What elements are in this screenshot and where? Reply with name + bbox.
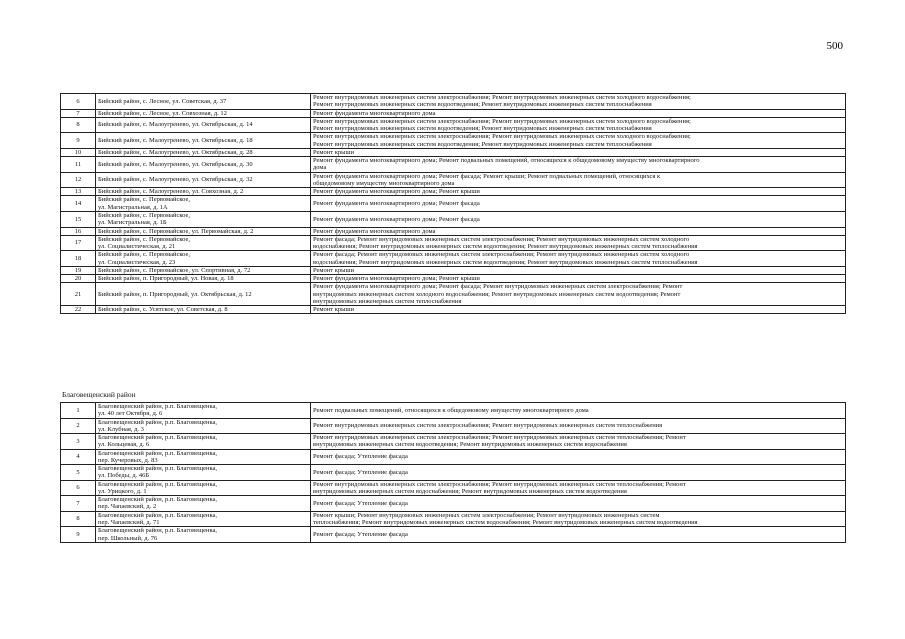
repair-works-cell bbox=[311, 211, 846, 227]
address-line: Бийский район, с. Первомайское, bbox=[98, 251, 191, 259]
repair-works-cell bbox=[311, 251, 846, 267]
address-line: Бийский район, п. Пригородный, ул. Октябрьская, д. 12 bbox=[98, 290, 252, 298]
address-line: Благовещенский район, р.п. Благовещенка, bbox=[98, 434, 218, 442]
address-line: Благовещенский район, р.п. Благовещенка, bbox=[98, 418, 218, 426]
repair-works-cell bbox=[311, 157, 846, 173]
repair-works-cell bbox=[311, 496, 846, 512]
table-row bbox=[61, 133, 846, 149]
table-row bbox=[61, 418, 846, 434]
address-cell bbox=[96, 133, 311, 149]
table-row bbox=[61, 94, 846, 110]
repair-works-cell bbox=[311, 306, 846, 314]
repair-works-line: Ремонт фасада; Ремонт внутридомовых инженерных систем электроснабжения; Ремонт внутридомовых инженерных систем холодного bbox=[313, 235, 690, 243]
address-line: Бийский район, с. Малоугренево, ул. Совхозная, д. 2 bbox=[98, 188, 244, 196]
address-cell bbox=[96, 235, 311, 251]
page-number: 500 bbox=[826, 40, 843, 52]
row-number-cell: 1 bbox=[61, 403, 96, 419]
repair-works-line: Ремонт внутридомовых инженерных систем водоотведения; Ремонт внутридомовых инженерных систем теплоснабжения bbox=[313, 125, 652, 133]
table-row bbox=[61, 109, 846, 117]
address-cell bbox=[96, 251, 311, 267]
address-line: Бийский район, с. Усятское, ул. Советская, д. 8 bbox=[98, 306, 228, 314]
table-row bbox=[61, 266, 846, 274]
address-cell bbox=[96, 266, 311, 274]
address-cell bbox=[96, 188, 311, 196]
address-line: пер. Чапаевский, д. 2 bbox=[98, 503, 157, 511]
repair-works-cell bbox=[311, 235, 846, 251]
address-line: Благовещенский район, р.п. Благовещенка, bbox=[98, 527, 218, 535]
address-cell bbox=[96, 480, 311, 496]
address-cell bbox=[96, 306, 311, 314]
table-row bbox=[61, 235, 846, 251]
repair-works-cell bbox=[311, 117, 846, 133]
repair-works-line: внутридомовых инженерных систем водоотведения; Ремонт внутридомовых инженерных систем водоснабжения bbox=[313, 441, 627, 449]
address-cell bbox=[96, 434, 311, 450]
address-cell bbox=[96, 449, 311, 465]
repair-works-cell bbox=[311, 449, 846, 465]
address-cell bbox=[96, 211, 311, 227]
address-cell bbox=[96, 148, 311, 156]
address-cell bbox=[96, 527, 311, 543]
repair-works-line: Ремонт внутридомовых инженерных систем электроснабжения; Ремонт внутридомовых инженерных систем холодного водоснабжения; bbox=[313, 94, 691, 101]
table-row bbox=[61, 188, 846, 196]
repair-works-line: Ремонт внутридомовых инженерных систем электроснабжения; Ремонт внутридомовых инженерных систем теплоснабжения; Ремонт bbox=[313, 480, 686, 488]
repair-works-line: общедомовому имуществу многоквартирного дома bbox=[313, 179, 455, 187]
address-line: ул. Клубная, д. 3 bbox=[98, 425, 144, 433]
repair-works-line: Ремонт внутридомовых инженерных систем электроснабжения; Ремонт внутридомовых инженерных систем теплоснабжения; Ремонт bbox=[313, 434, 686, 442]
row-number-cell: 3 bbox=[61, 434, 96, 450]
repair-works-line: Ремонт подвальных помещений, относящихся к общедомовому имуществу многоквартирного дома bbox=[313, 406, 589, 414]
repair-works-line: Ремонт фундамента многоквартирного дома; Ремонт крыши bbox=[313, 275, 480, 283]
repair-works-cell bbox=[311, 403, 846, 419]
address-line: Бийский район, с. Первомайское, bbox=[98, 211, 191, 219]
row-number-cell: 7 bbox=[61, 109, 96, 117]
table-row bbox=[61, 283, 846, 306]
blagoveshchensky-district-table bbox=[60, 402, 846, 543]
repair-works-line: Ремонт внутридомовых инженерных систем электроснабжения; Ремонт внутридомовых инженерных систем холодного водоснабжения; bbox=[313, 133, 691, 141]
address-line: Бийский район, с. Малоугренево, ул. Октябрьская, д. 28 bbox=[98, 148, 253, 156]
address-line: ул. Победы, д. 46Б bbox=[98, 472, 150, 480]
address-cell bbox=[96, 94, 311, 110]
table-row bbox=[61, 480, 846, 496]
repair-works-cell bbox=[311, 109, 846, 117]
address-line: ул. Кольцевая, д. 6 bbox=[98, 441, 150, 449]
address-line: Бийский район, с. Первомайское, bbox=[98, 235, 191, 243]
table-row bbox=[61, 251, 846, 267]
address-cell bbox=[96, 465, 311, 481]
row-number-cell: 20 bbox=[61, 275, 96, 283]
address-cell bbox=[96, 403, 311, 419]
row-number-cell: 17 bbox=[61, 235, 96, 251]
repair-works-cell bbox=[311, 172, 846, 188]
repair-works-cell bbox=[311, 94, 846, 110]
table-row bbox=[61, 465, 846, 481]
repair-works-line: Ремонт крыши; Ремонт внутридомовых инженерных систем электроснабжения; Ремонт внутридомовых инженерных систем bbox=[313, 511, 660, 519]
row-number-cell: 2 bbox=[61, 418, 96, 434]
address-cell bbox=[96, 109, 311, 117]
repair-works-cell bbox=[311, 480, 846, 496]
table-row bbox=[61, 211, 846, 227]
repair-works-cell bbox=[311, 511, 846, 527]
repair-works-cell bbox=[311, 465, 846, 481]
address-line: Бийский район, с. Лесное, ул. Советская, д. 37 bbox=[98, 97, 227, 105]
table-row bbox=[61, 527, 846, 543]
address-cell bbox=[96, 496, 311, 512]
repair-works-line: теплоснабжения; Ремонт внутридомовых инженерных систем водоснабжения; Ремонт внутридомовых инженерных систем водоотведения bbox=[313, 518, 698, 526]
address-line: Бийский район, с. Малоугренево, ул. Октябрьская, д. 32 bbox=[98, 176, 253, 184]
repair-works-line: Ремонт фасада; Утепление фасада bbox=[313, 468, 408, 476]
row-number-cell: 14 bbox=[61, 196, 96, 212]
address-line: пер. Кучеровых, д. 83 bbox=[98, 456, 158, 464]
address-line: Бийский район, с. Малоугренево, ул. Октябрьская, д. 14 bbox=[98, 121, 253, 129]
table-row bbox=[61, 511, 846, 527]
repair-works-line: Ремонт фасада; Утепление фасада bbox=[313, 499, 408, 507]
repair-works-line: Ремонт крыши bbox=[313, 306, 354, 314]
repair-works-cell bbox=[311, 275, 846, 283]
table-row bbox=[61, 148, 846, 156]
address-cell bbox=[96, 418, 311, 434]
address-cell bbox=[96, 275, 311, 283]
address-line: ул. Социалистическая, д. 21 bbox=[98, 243, 176, 251]
table-row bbox=[61, 157, 846, 173]
row-number-cell: 6 bbox=[61, 480, 96, 496]
address-line: Бийский район, с. Малоугренево, ул. Октябрьская, д. 30 bbox=[98, 160, 253, 168]
address-line: ул. Социалистическая, д. 23 bbox=[98, 258, 176, 266]
repair-works-line: дома bbox=[313, 164, 327, 172]
address-line: ул. Магистральная, д. 1А bbox=[98, 203, 168, 211]
table-row bbox=[61, 275, 846, 283]
row-number-cell: 8 bbox=[61, 511, 96, 527]
repair-works-line: Ремонт фасада; Утепление фасада bbox=[313, 453, 408, 461]
row-number-cell: 5 bbox=[61, 465, 96, 481]
repair-works-cell bbox=[311, 283, 846, 306]
address-line: Благовещенский район, р.п. Благовещенка, bbox=[98, 403, 218, 410]
address-line: Благовещенский район, р.п. Благовещенка, bbox=[98, 465, 218, 473]
repair-works-cell bbox=[311, 266, 846, 274]
row-number-cell: 18 bbox=[61, 251, 96, 267]
repair-works-line: внутридомовых инженерных систем холодного водоснабжения; Ремонт внутридомовых инженерных систем водоотведения; Ремонт bbox=[313, 290, 681, 298]
repair-works-line: внутридомовых инженерных систем водоснабжения; Ремонт внутридомовых инженерных систем водоотведения bbox=[313, 487, 627, 495]
repair-works-cell bbox=[311, 148, 846, 156]
blag-table-body bbox=[61, 403, 846, 543]
repair-works-line: Ремонт фундамента многоквартирного дома; Ремонт подвальных помещений, относящихся к общедомовому имуществу многоквартирного bbox=[313, 157, 700, 165]
address-line: Благовещенский район, р.п. Благовещенка, bbox=[98, 480, 218, 488]
repair-works-line: Ремонт фундамента многоквартирного дома; Ремонт фасада bbox=[313, 200, 480, 208]
table-row bbox=[61, 496, 846, 512]
address-cell bbox=[96, 157, 311, 173]
table-row bbox=[61, 172, 846, 188]
table-row bbox=[61, 117, 846, 133]
row-number-cell: 8 bbox=[61, 117, 96, 133]
section-title-blagoveshchensky: Благовещенский район bbox=[62, 390, 136, 399]
repair-works-cell bbox=[311, 418, 846, 434]
row-number-cell: 19 bbox=[61, 266, 96, 274]
address-line: Бийский район, п. Пригородный, ул. Новая, д. 18 bbox=[98, 275, 234, 283]
table-row bbox=[61, 227, 846, 235]
row-number-cell: 21 bbox=[61, 283, 96, 306]
address-line: ул. Магистральная, д. 1Б bbox=[98, 219, 167, 227]
repair-works-cell bbox=[311, 133, 846, 149]
row-number-cell: 9 bbox=[61, 133, 96, 149]
repair-works-line: Ремонт внутридомовых инженерных систем электроснабжения; Ремонт внутридомовых инженерных систем теплоснабжения bbox=[313, 422, 663, 430]
address-cell bbox=[96, 283, 311, 306]
repair-works-line: Ремонт фундамента многоквартирного дома; Ремонт фасада; Ремонт внутридомовых инженерных систем электроснабжения; Ремонт bbox=[313, 283, 683, 291]
row-number-cell: 13 bbox=[61, 188, 96, 196]
repair-works-line: Ремонт фасада; Утепление фасада bbox=[313, 530, 408, 538]
row-number-cell: 16 bbox=[61, 227, 96, 235]
repair-works-cell bbox=[311, 196, 846, 212]
repair-works-line: Ремонт внутридомовых инженерных систем водоотведения; Ремонт внутридомовых инженерных систем теплоснабжения bbox=[313, 101, 652, 109]
row-number-cell: 4 bbox=[61, 449, 96, 465]
repair-works-line: Ремонт внутридомовых инженерных систем водоотведения; Ремонт внутридомовых инженерных систем теплоснабжения bbox=[313, 140, 652, 148]
repair-works-line: Ремонт крыши bbox=[313, 148, 354, 156]
repair-works-cell bbox=[311, 227, 846, 235]
table-row bbox=[61, 306, 846, 314]
address-line: Благовещенский район, р.п. Благовещенка, bbox=[98, 449, 218, 457]
bijsk-table-body bbox=[61, 94, 846, 314]
row-number-cell: 12 bbox=[61, 172, 96, 188]
address-cell bbox=[96, 227, 311, 235]
table-row bbox=[61, 196, 846, 212]
address-line: Благовещенский район, р.п. Благовещенка, bbox=[98, 496, 218, 504]
repair-works-cell bbox=[311, 188, 846, 196]
address-line: пер. Школьный, д. 76 bbox=[98, 534, 158, 542]
repair-works-cell bbox=[311, 527, 846, 543]
repair-works-line: Ремонт фундамента многоквартирного дома bbox=[313, 227, 436, 235]
address-cell bbox=[96, 196, 311, 212]
row-number-cell: 22 bbox=[61, 306, 96, 314]
repair-works-line: Ремонт крыши bbox=[313, 266, 354, 274]
address-cell bbox=[96, 172, 311, 188]
address-line: Бийский район, с. Первомайское, bbox=[98, 196, 191, 204]
repair-works-line: Ремонт внутридомовых инженерных систем электроснабжения; Ремонт внутридомовых инженерных систем холодного водоснабжения; bbox=[313, 117, 691, 125]
address-line: ул. 40 лет Октября, д. 6 bbox=[98, 410, 163, 418]
address-line: Бийский район, с. Лесное, ул. Совхозная, д. 12 bbox=[98, 109, 227, 117]
row-number-cell: 11 bbox=[61, 157, 96, 173]
table-row bbox=[61, 434, 846, 450]
address-line: Бийский район, с. Первомайское, ул. Спортивная, д. 72 bbox=[98, 266, 251, 274]
address-line: Бийский район, с. Первомайское, ул. Первомайская, д. 2 bbox=[98, 227, 254, 235]
row-number-cell: 9 bbox=[61, 527, 96, 543]
address-line: Бийский район, с. Малоугренево, ул. Октябрьская, д. 18 bbox=[98, 136, 253, 144]
bijsk-district-table bbox=[60, 93, 846, 314]
row-number-cell: 7 bbox=[61, 496, 96, 512]
repair-works-line: Ремонт фундамента многоквартирного дома; Ремонт крыши bbox=[313, 188, 480, 196]
repair-works-line: водоснабжения; Ремонт внутридомовых инженерных систем водоотведения; Ремонт внутридомовых инженерных систем теплоснабжения bbox=[313, 243, 698, 251]
table-row bbox=[61, 449, 846, 465]
table-row bbox=[61, 403, 846, 419]
address-line: пер. Чапаевский, д. 71 bbox=[98, 518, 160, 526]
row-number-cell: 6 bbox=[61, 94, 96, 110]
repair-works-line: Ремонт фасада; Ремонт внутридомовых инженерных систем электроснабжения; Ремонт внутридомовых инженерных систем холодного bbox=[313, 251, 690, 259]
repair-works-line: водоснабжения; Ремонт внутридомовых инженерных систем водоотведения; Ремонт внутридомовых инженерных систем теплоснабжения bbox=[313, 258, 698, 266]
row-number-cell: 10 bbox=[61, 148, 96, 156]
repair-works-line: Ремонт фундамента многоквартирного дома bbox=[313, 109, 436, 117]
repair-works-line: Ремонт фундамента многоквартирного дома; Ремонт фасада; Ремонт крыши; Ремонт подвальных помещений, относящихся к bbox=[313, 172, 661, 180]
repair-works-line: Ремонт фундамента многоквартирного дома; Ремонт фасада bbox=[313, 215, 480, 223]
address-cell bbox=[96, 117, 311, 133]
address-line: Благовещенский район, р.п. Благовещенка, bbox=[98, 511, 218, 519]
repair-works-line: внутридомовых инженерных систем теплоснабжения bbox=[313, 297, 462, 305]
row-number-cell: 15 bbox=[61, 211, 96, 227]
repair-works-cell bbox=[311, 434, 846, 450]
address-cell bbox=[96, 511, 311, 527]
address-line: ул. Урицкого, д. 1 bbox=[98, 487, 147, 495]
